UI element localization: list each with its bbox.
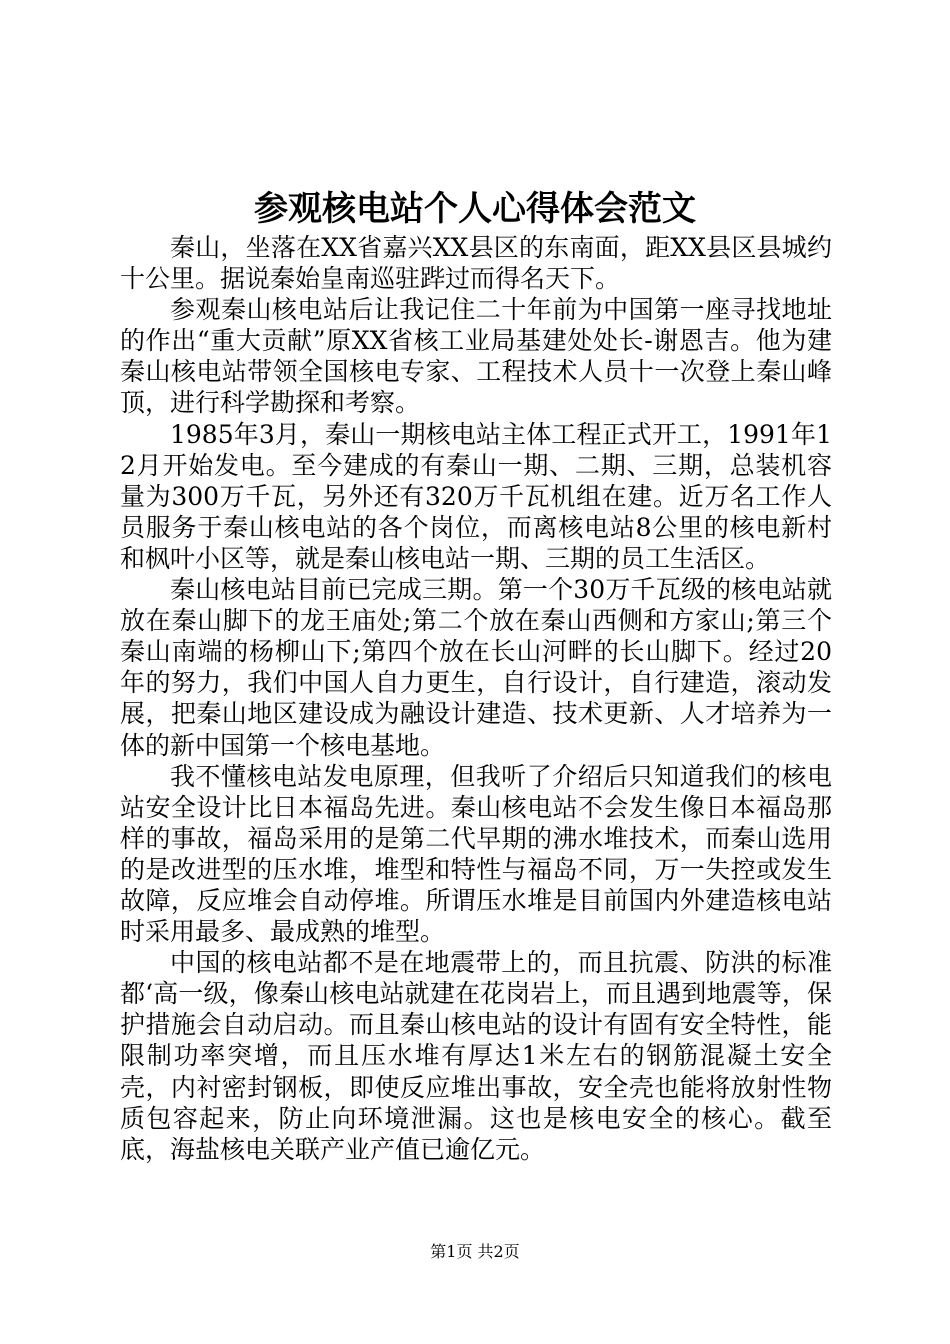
document-title: 参观核电站个人心得体会范文 (254, 189, 696, 229)
paragraph: 中国的核电站都不是在地震带上的，而且抗震、防洪的标准都‘高一级，像秦山核电站就建在花岗岩上，而且遇到地震等，保护措施会自动启动。而且秦山核电站的设计有固有安全特性，能限制功率突增，而且压水堆有厚达1米左右的钢筋混凝土安全壳，内衬密封钢板，即使反应堆出事故，安全壳也能将放射性物质包容起来，防止向环境泄漏。这也是核电安全的核心。截至底，海盐核电关联产业产值已逾亿元。 (120, 948, 832, 1164)
paragraph: 1985年3月，秦山一期核电站主体工程正式开工，1991年12月开始发电。至今建成的有秦山一期、二期、三期，总装机容量为300万千瓦，另外还有320万千瓦机组在建。近万名工作人员服务于秦山核电站的各个岗位，而离核电站8公里的核电新村和枫叶小区等，就是秦山核电站一期、三期的员工生活区。 (120, 419, 832, 573)
document-body (120, 232, 832, 1165)
page-footer: 第1页 共2页 (430, 1242, 520, 1261)
paragraph: 我不懂核电站发电原理，但我听了介绍后只知道我们的核电站安全设计比日本福岛先进。秦山核电站不会发生像日本福岛那样的事故，福岛采用的是第二代早期的沸水堆技术，而秦山选用的是改进型的压水堆，堆型和特性与福岛不同，万一失控或发生故障，反应堆会自动停堆。所谓压水堆是目前国内外建造核电站时采用最多、最成熟的堆型。 (120, 761, 832, 947)
paragraph: 参观秦山核电站后让我记住二十年前为中国第一座寻找地址的作出“重大贡献”原XX省核工业局基建处处长-谢恩吉。他为建秦山核电站带领全国核电专家、工程技术人员十一次登上秦山峰顶，进行科学勘探和考察。 (120, 295, 832, 418)
paragraph: 秦山，坐落在XX省嘉兴XX县区的东南面，距XX县区县城约十公里。据说秦始皇南巡驻跸过而得名天下。 (120, 233, 832, 294)
paragraph: 秦山核电站目前已完成三期。第一个30万千瓦级的核电站就放在秦山脚下的龙王庙处;第二个放在秦山西侧和方家山;第三个秦山南端的杨柳山下;第四个放在长山河畔的长山脚下。经过20年的努力，我们中国人自力更生，自行设计，自行建造，滚动发展，把秦山地区建设成为融设计建造、技术更新、人才培养为一体的新中国第一个核电基地。 (120, 575, 832, 760)
